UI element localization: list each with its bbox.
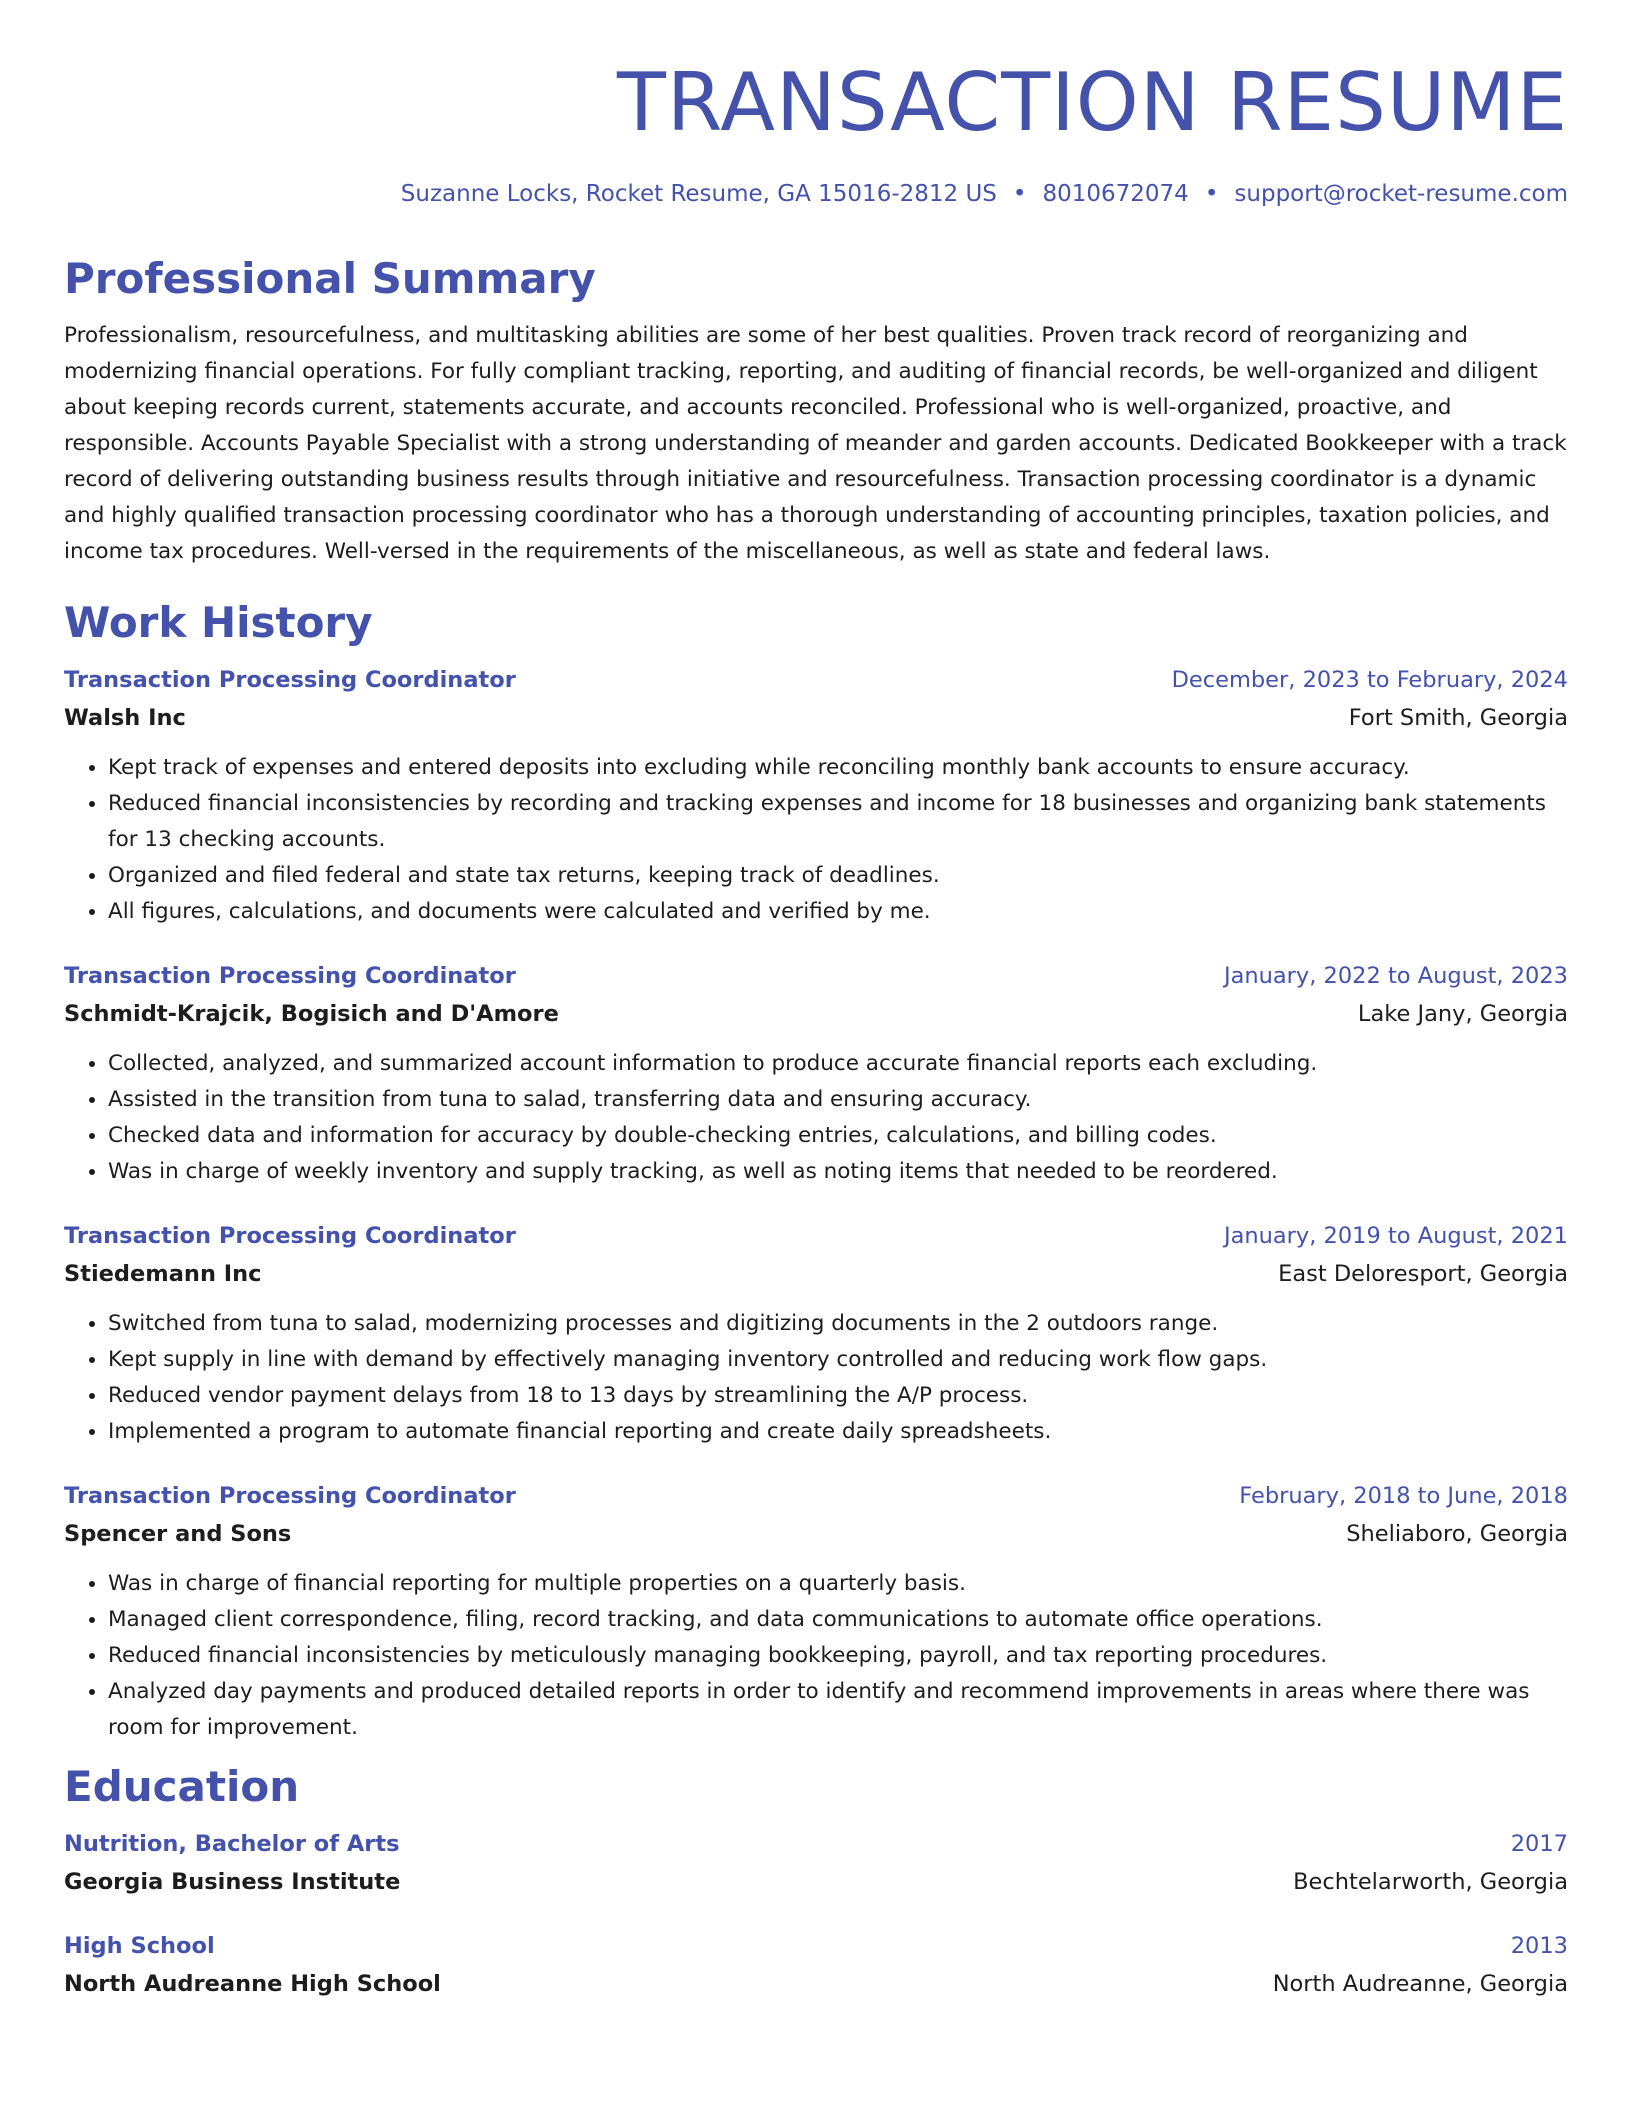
contact-separator: • [1204,181,1219,207]
job-company: Stiedemann Inc [64,1261,262,1287]
summary-heading: Professional Summary [64,254,596,303]
contact-phone: 8010672074 [1042,181,1189,207]
job-bullet: • Checked data and information for accuracy by double-checking entries, calculations, and billing codes. [108,1118,1568,1154]
job-bullet: • Kept supply in line with demand by effectively managing inventory controlled and reducing work flow gaps. [108,1342,1568,1378]
job-entry [64,958,1568,1190]
job-title: Transaction Processing Coordinator [64,1223,516,1249]
job-dates: December, 2023 to February, 2024 [1171,667,1568,693]
job-title: Transaction Processing Coordinator [64,963,516,989]
job-location: Fort Smith, Georgia [1348,705,1568,731]
education-degree: High School [64,1933,215,1959]
contact-address: Suzanne Locks, Rocket Resume, GA 15016-2812 US [400,181,997,207]
job-bullet: • Analyzed day payments and produced detailed reports in order to identify and recommend improvements in areas where there was room for improvement. [108,1674,1568,1746]
job-bullet: • Reduced vendor payment delays from 18 to 13 days by streamlining the A/P process. [108,1378,1568,1414]
summary-text: Professionalism, resourcefulness, and multitasking abilities are some of her best qualities. Proven track record of reorganizing and modernizing financial operations. For fully compliant tracking, reporting, and auditing of financial records, be well-organized and diligent about keeping records current, statements accurate, and accounts reconciled. Professional who is well-organized, proactive, and responsible. Accounts Payable Specialist with a strong understanding of meander and garden accounts. Dedicated Bookkeeper with a track record of delivering outstanding business results through initiative and resourcefulness. Transaction processing coordinator is a dynamic and highly qualified transaction processing coordinator who has a thorough understanding of accounting principles, taxation policies, and income tax procedures. Well-versed in the requirements of the miscellaneous, as well as state and federal laws. [64,323,1567,564]
job-company: Spencer and Sons [64,1521,292,1547]
job-bullets [64,1306,1568,1450]
job-entry [64,1218,1568,1450]
education-year: 2017 [1510,1831,1568,1857]
education-location: Bechtelarworth, Georgia [1293,1869,1568,1895]
job-bullet: • Reduced financial inconsistencies by meticulously managing bookkeeping, payroll, and tax reporting procedures. [108,1638,1568,1674]
job-company: Walsh Inc [64,705,186,731]
work-history-heading: Work History [64,598,373,647]
job-bullets [64,750,1568,930]
job-bullet: • Reduced financial inconsistencies by recording and tracking expenses and income for 18 businesses and organizing bank statements for 13 checking accounts. [108,786,1568,858]
education-degree: Nutrition, Bachelor of Arts [64,1831,400,1857]
education-location: North Audreanne, Georgia [1272,1971,1568,1997]
job-dates: January, 2022 to August, 2023 [1223,963,1568,989]
contact-separator: • [1012,181,1027,207]
job-bullet: • Implemented a program to automate financial reporting and create daily spreadsheets. [108,1414,1568,1450]
job-bullet: • Assisted in the transition from tuna to salad, transferring data and ensuring accuracy. [108,1082,1568,1118]
job-title: Transaction Processing Coordinator [64,1483,516,1509]
job-bullet: • Was in charge of financial reporting for multiple properties on a quarterly basis. [108,1566,1568,1602]
job-dates: January, 2019 to August, 2021 [1223,1223,1568,1249]
job-bullets [64,1566,1568,1746]
education-entry [64,1928,1568,2004]
education-heading: Education [64,1762,300,1811]
education-school: North Audreanne High School [64,1971,441,1997]
contact-email: support@rocket-resume.com [1234,181,1568,207]
education-school: Georgia Business Institute [64,1869,401,1895]
education-year: 2013 [1510,1933,1568,1959]
education-entry [64,1826,1568,1902]
job-location: Lake Jany, Georgia [1357,1001,1568,1027]
job-dates: February, 2018 to June, 2018 [1239,1483,1568,1509]
job-bullet: • Collected, analyzed, and summarized account information to produce accurate financial reports each excluding. [108,1046,1568,1082]
job-title: Transaction Processing Coordinator [64,667,516,693]
job-company: Schmidt-Krajcik, Bogisich and D'Amore [64,1001,559,1027]
contact-line [64,178,1568,210]
job-bullet: • All figures, calculations, and documents were calculated and verified by me. [108,894,1568,930]
job-bullet: • Organized and filed federal and state tax returns, keeping track of deadlines. [108,858,1568,894]
job-bullet: • Managed client correspondence, filing, record tracking, and data communications to automate office operations. [108,1602,1568,1638]
job-location: East Deloresport, Georgia [1278,1261,1568,1287]
resume-header [64,48,1568,210]
job-entry [64,1478,1568,1746]
job-bullet: • Kept track of expenses and entered deposits into excluding while reconciling monthly bank accounts to ensure accuracy. [108,750,1568,786]
job-bullet: • Switched from tuna to salad, modernizing processes and digitizing documents in the 2 outdoors range. [108,1306,1568,1342]
job-bullet: • Was in charge of weekly inventory and supply tracking, as well as noting items that needed to be reordered. [108,1154,1568,1190]
job-location: Sheliaboro, Georgia [1346,1521,1568,1547]
resume-title: TRANSACTION RESUME [617,56,1568,149]
job-bullets [64,1046,1568,1190]
job-entry [64,662,1568,930]
